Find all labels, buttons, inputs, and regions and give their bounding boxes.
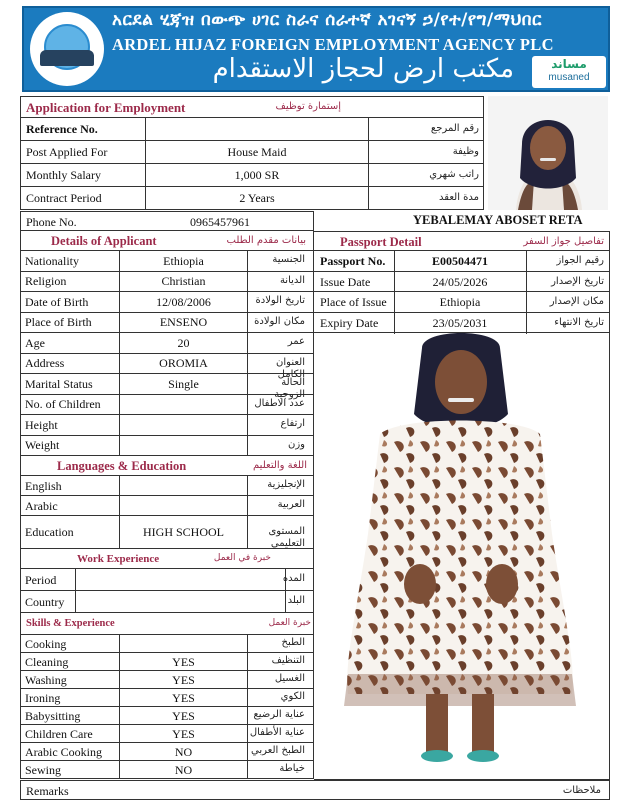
column-divider — [119, 476, 120, 496]
skill-row — [20, 689, 314, 707]
column-divider — [526, 292, 527, 313]
detail-value: Single — [168, 376, 199, 391]
passport-label-arabic: رقيم الجواز — [556, 255, 604, 266]
column-divider — [145, 118, 146, 141]
detail-value: Ethiopia — [163, 253, 204, 268]
agency-banner — [22, 6, 610, 92]
work-label: Period — [25, 572, 57, 587]
passport-row — [314, 292, 610, 313]
passport-label: Expiry Date — [320, 315, 379, 330]
skill-label: Washing — [25, 673, 67, 687]
applicant-name: YEBALEMAY ABOSET RETA — [413, 213, 583, 227]
skills-header — [20, 613, 314, 635]
detail-label-arabic: مكان الولادة — [254, 315, 305, 327]
column-divider — [526, 272, 527, 293]
musaned-logo — [532, 56, 606, 88]
detail-label: Weight — [25, 438, 60, 453]
column-divider — [75, 591, 76, 613]
detail-label: Age — [25, 335, 45, 350]
column-divider — [247, 635, 248, 653]
passport-title-arabic: تفاصيل جواز السفر — [523, 236, 604, 247]
detail-row — [20, 333, 314, 354]
column-divider — [247, 671, 248, 689]
people-icon — [40, 50, 94, 66]
skill-label: Cleaning — [25, 655, 69, 669]
skill-label-arabic: التنظيف — [271, 655, 305, 666]
passport-row — [314, 272, 610, 293]
salary-label: Monthly Salary — [26, 168, 101, 182]
column-divider — [247, 761, 248, 779]
passport-label: Passport No. — [320, 254, 386, 268]
skill-row — [20, 725, 314, 743]
post-label-arabic: وظيفة — [452, 146, 479, 157]
detail-value: OROMIA — [159, 356, 208, 371]
column-divider — [247, 689, 248, 707]
applicant-head-photo — [488, 96, 608, 210]
agency-name-arabic: مكتب ارض لحجاز الاستقدام — [212, 54, 514, 84]
detail-label-arabic: تاريخ الولادة — [255, 295, 305, 307]
column-divider — [119, 496, 120, 516]
phone-row — [20, 211, 314, 231]
skill-label-arabic: الغسيل — [274, 673, 305, 684]
passport-value: E00504471 — [431, 254, 488, 268]
language-label: English — [25, 478, 62, 493]
column-divider — [247, 272, 248, 293]
passport-label-arabic: تاريخ الإصدار — [551, 275, 604, 287]
skill-label: Children Care — [25, 727, 93, 741]
passport-label: Place of Issue — [320, 295, 387, 309]
skill-label: Sewing — [25, 763, 61, 777]
detail-label: Place of Birth — [25, 315, 92, 330]
skill-label: Arabic Cooking — [25, 745, 102, 759]
skill-label: Ironing — [25, 691, 61, 705]
column-divider — [247, 707, 248, 725]
musaned-logo-english: musaned — [548, 72, 590, 83]
column-divider — [368, 187, 369, 210]
language-row — [20, 496, 314, 516]
language-label-arabic: العربية — [277, 499, 305, 510]
detail-row — [20, 395, 314, 416]
column-divider — [368, 164, 369, 187]
column-divider — [247, 374, 248, 395]
detail-label-arabic: الحالة الزوجية — [274, 377, 305, 401]
salary-value: 1,000 SR — [234, 168, 280, 182]
column-divider — [247, 251, 248, 272]
skill-label-arabic: الطبخ — [281, 637, 305, 648]
post-label: Post Applied For — [26, 145, 108, 159]
column-divider — [526, 313, 527, 334]
work-title-arabic: خبرة في العمل — [213, 553, 271, 563]
detail-label-arabic: ارتفاع — [280, 418, 305, 430]
skills-title: Skills & Experience — [26, 618, 115, 629]
form-row-salary — [20, 164, 484, 187]
form-title: Application for Employment — [26, 100, 186, 115]
detail-row — [20, 436, 314, 457]
work-title: Work Experience — [77, 553, 160, 565]
detail-label: No. of Children — [25, 397, 101, 412]
detail-value: 12/08/2006 — [156, 294, 211, 309]
languages-title: Languages & Education — [57, 459, 187, 473]
language-label-arabic: الإنجليزية — [267, 479, 305, 490]
detail-label: Marital Status — [25, 376, 93, 391]
reference-label: Reference No. — [26, 122, 98, 136]
detail-row — [20, 354, 314, 380]
detail-value: ENSENO — [159, 315, 208, 330]
skill-value: NO — [174, 745, 193, 759]
skill-label-arabic: الطبخ العربي — [251, 745, 305, 756]
passport-value: Ethiopia — [439, 295, 481, 309]
skill-value: YES — [172, 655, 195, 669]
language-row — [20, 516, 314, 549]
form-title-arabic: إستمارة توظيف — [275, 101, 341, 112]
skill-value: YES — [172, 709, 195, 723]
column-divider — [247, 476, 248, 496]
work-label-arabic: المده — [282, 573, 305, 584]
form-row-post — [20, 141, 484, 164]
detail-value: 20 — [177, 335, 190, 350]
detail-label: Address — [25, 356, 65, 371]
skill-row — [20, 743, 314, 761]
remarks-label-arabic: ملاحظات — [562, 785, 601, 796]
language-label-arabic: المستوى التعليمي — [268, 525, 305, 549]
applicant-full-photo — [340, 334, 580, 774]
detail-label-arabic: الجنسية — [272, 254, 305, 266]
detail-row — [20, 251, 314, 272]
skill-row — [20, 761, 314, 779]
skill-value: YES — [172, 691, 195, 705]
detail-label-arabic: عمر — [287, 336, 305, 348]
skill-value: YES — [172, 673, 195, 687]
column-divider — [247, 313, 248, 334]
skill-label-arabic: الكوي — [280, 691, 305, 702]
detail-row — [20, 374, 314, 401]
agency-logo — [30, 12, 104, 86]
column-divider — [119, 415, 120, 436]
work-header — [20, 549, 314, 569]
skill-label-arabic: عناية الرضيع — [253, 709, 305, 720]
detail-label: Height — [25, 417, 58, 432]
details-header — [20, 231, 314, 251]
skill-label-arabic: خياطة — [279, 763, 305, 774]
skill-label-arabic: عناية الأطفال — [249, 727, 305, 738]
detail-row — [20, 292, 314, 313]
column-divider — [247, 743, 248, 761]
passport-label-arabic: مكان الإصدار — [549, 296, 604, 307]
detail-label: Religion — [25, 274, 67, 289]
column-divider — [247, 516, 248, 549]
column-divider — [247, 496, 248, 516]
column-divider — [247, 333, 248, 354]
detail-label: Nationality — [25, 253, 79, 268]
post-value: House Maid — [227, 145, 287, 159]
work-row — [20, 591, 314, 613]
details-title: Details of Applicant — [51, 234, 157, 248]
column-divider — [75, 569, 76, 591]
column-divider — [119, 436, 120, 457]
column-divider — [247, 395, 248, 416]
agency-name-amharic: አርደል ሂጃዝ በውጭ ሀገር ስራና ሰራተኛ አገናኝ ኃ/የተ/የግ/ማህበር — [112, 10, 542, 30]
languages-header — [20, 456, 314, 476]
column-divider — [247, 292, 248, 313]
language-label: Education — [25, 525, 74, 539]
skills-title-arabic: خبرة العمل — [268, 618, 311, 628]
column-divider — [247, 354, 248, 375]
column-divider — [247, 725, 248, 743]
passport-row — [314, 251, 610, 272]
musaned-logo-arabic: مساند — [551, 57, 587, 71]
skill-row — [20, 671, 314, 689]
agency-name-english: ARDEL HIJAZ FOREIGN EMPLOYMENT AGENCY PLC — [112, 35, 554, 54]
salary-label-arabic: راتب شهري — [429, 169, 479, 180]
language-row — [20, 476, 314, 496]
passport-label-arabic: تاريخ الانتهاء — [554, 316, 604, 328]
detail-row — [20, 415, 314, 436]
column-divider — [285, 591, 286, 613]
passport-header — [314, 231, 610, 251]
contract-label-arabic: مدة العقد — [439, 192, 479, 203]
detail-row — [20, 272, 314, 293]
column-divider — [526, 251, 527, 272]
work-row — [20, 569, 314, 591]
column-divider — [247, 436, 248, 457]
column-divider — [247, 653, 248, 671]
form-row-reference — [20, 118, 484, 141]
contract-value: 2 Years — [239, 191, 275, 205]
detail-label-arabic: الديانة — [279, 274, 305, 286]
passport-label: Issue Date — [320, 274, 371, 289]
skill-value: YES — [172, 727, 195, 741]
language-label: Arabic — [25, 498, 58, 513]
detail-value: Christian — [161, 274, 206, 289]
skill-label: Babysitting — [25, 709, 81, 723]
details-title-arabic: بيانات مقدم الطلب — [226, 235, 306, 246]
form-row-contract — [20, 187, 484, 210]
phone-label: Phone No. — [26, 215, 77, 229]
skill-row — [20, 707, 314, 725]
column-divider — [247, 415, 248, 436]
passport-title: Passport Detail — [340, 235, 422, 249]
column-divider — [368, 118, 369, 141]
passport-value: 24/05/2026 — [432, 274, 488, 289]
detail-label-arabic: وزن — [287, 438, 305, 450]
skill-row — [20, 635, 314, 653]
remarks-row — [20, 780, 610, 800]
work-label-arabic: البلد — [287, 595, 305, 606]
column-divider — [368, 141, 369, 164]
languages-title-arabic: اللغة والتعليم — [253, 460, 307, 471]
passport-row — [314, 313, 610, 334]
detail-label-arabic: عدد الاطفال — [254, 397, 305, 409]
skill-row — [20, 653, 314, 671]
skill-label: Cooking — [25, 637, 67, 651]
form-title-row — [20, 96, 484, 118]
work-label: Country — [25, 594, 65, 609]
reference-label-arabic: رقم المرجع — [430, 123, 479, 134]
detail-row — [20, 313, 314, 334]
detail-label: Date of Birth — [25, 294, 89, 309]
remarks-label: Remarks — [26, 784, 69, 798]
column-divider — [119, 635, 120, 653]
skill-value: NO — [174, 763, 193, 777]
passport-value: 23/05/2031 — [432, 315, 488, 330]
column-divider — [119, 395, 120, 416]
phone-value: 0965457961 — [190, 215, 250, 229]
contract-label: Contract Period — [26, 191, 102, 205]
language-value: HIGH SCHOOL — [143, 525, 224, 539]
detail-label-arabic: العنوان الكامل — [276, 356, 305, 380]
